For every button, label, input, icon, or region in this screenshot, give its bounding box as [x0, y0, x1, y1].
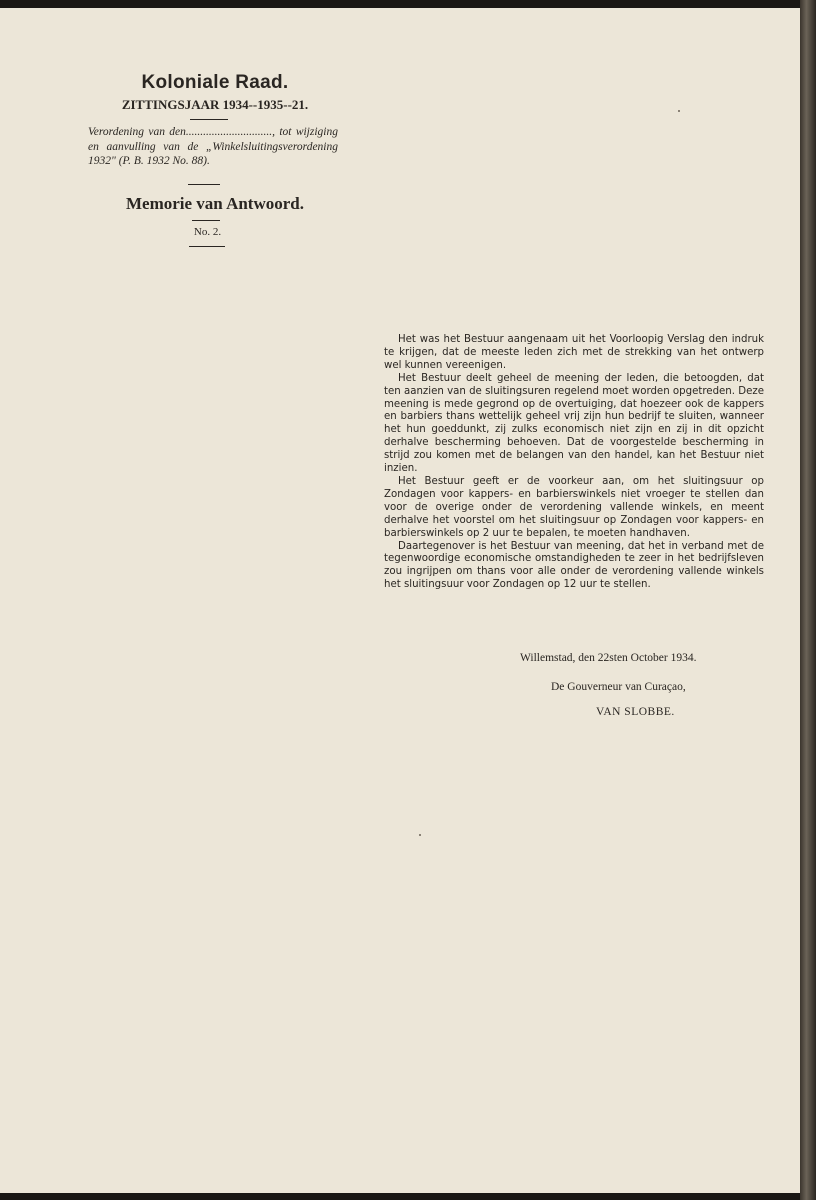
signature: VAN SLOBBE.	[596, 706, 675, 718]
document-type-heading: Memorie van Antwoord.	[125, 194, 304, 213]
paragraph: Daartegenover is het Bestuur van meening, dat het in verband met de tegenwoordige economische omstandigheden te zeer in het bedrijfsleven zou ingrijpen om thans voor alle onder de verordening vallende winkels het sluitingsuur voor Zondagen op 12 uur te stellen.	[384, 540, 764, 591]
paragraph: Het Bestuur deelt geheel de meening der leden, die betoogden, dat ten aanzien van de sluitingsuren regelend moet worden opgetreden. Deze meening is mede gegrond op de overtuiging, dat hoezeer ook de kappers en barbiers thans wettelijk geheel vrij zijn hun bedrijf te sluiten, wanneer het hun goeddunkt, zij zulks economisch niet zijn en zij in dit opzicht derhalve bescherming behoeven. Dat de voorgestelde bescherming in strijd zou komen met de belangen van den handel, kan het Bestuur niet inzien.	[384, 372, 764, 475]
divider	[192, 220, 220, 221]
divider	[188, 184, 220, 185]
divider	[189, 246, 225, 247]
paper-speck	[678, 110, 680, 112]
body-text	[384, 334, 764, 592]
subject-text: Verordening van den.............................., tot wijziging en aanvulling van de „Winkelsluitingsverordening 1932" (P. B. 1932 No. 88).	[88, 126, 338, 167]
document-page	[0, 8, 800, 1193]
paragraph: Het Bestuur geeft er de voorkeur aan, om het sluitingsuur op Zondagen voor kappers- en barbierswinkels niet vroeger te stellen dan voor de overige onder de verordening vallende winkels, en meent derhalve het voorstel om het sluitingsuur op Zondagen voor kappers- en barbierswinkels op 2 uur te bepalen, te moeten handhaven.	[384, 475, 764, 539]
book-edge	[800, 0, 816, 1200]
document-number: No. 2.	[193, 226, 222, 238]
divider	[190, 119, 228, 120]
paper-speck	[419, 834, 421, 836]
page-title: Koloniale Raad.	[141, 72, 289, 93]
paragraph: Het was het Bestuur aangenaam uit het Voorloopig Verslag den indruk te krijgen, dat de meeste leden zich met de strekking van het ontwerp wel kunnen vereenigen.	[384, 334, 764, 371]
signatory-office: De Gouverneur van Curaçao,	[551, 681, 686, 693]
place-date: Willemstad, den 22sten October 1934.	[520, 652, 697, 664]
session-year: ZITTINGSJAAR 1934--1935--21.	[121, 97, 309, 112]
